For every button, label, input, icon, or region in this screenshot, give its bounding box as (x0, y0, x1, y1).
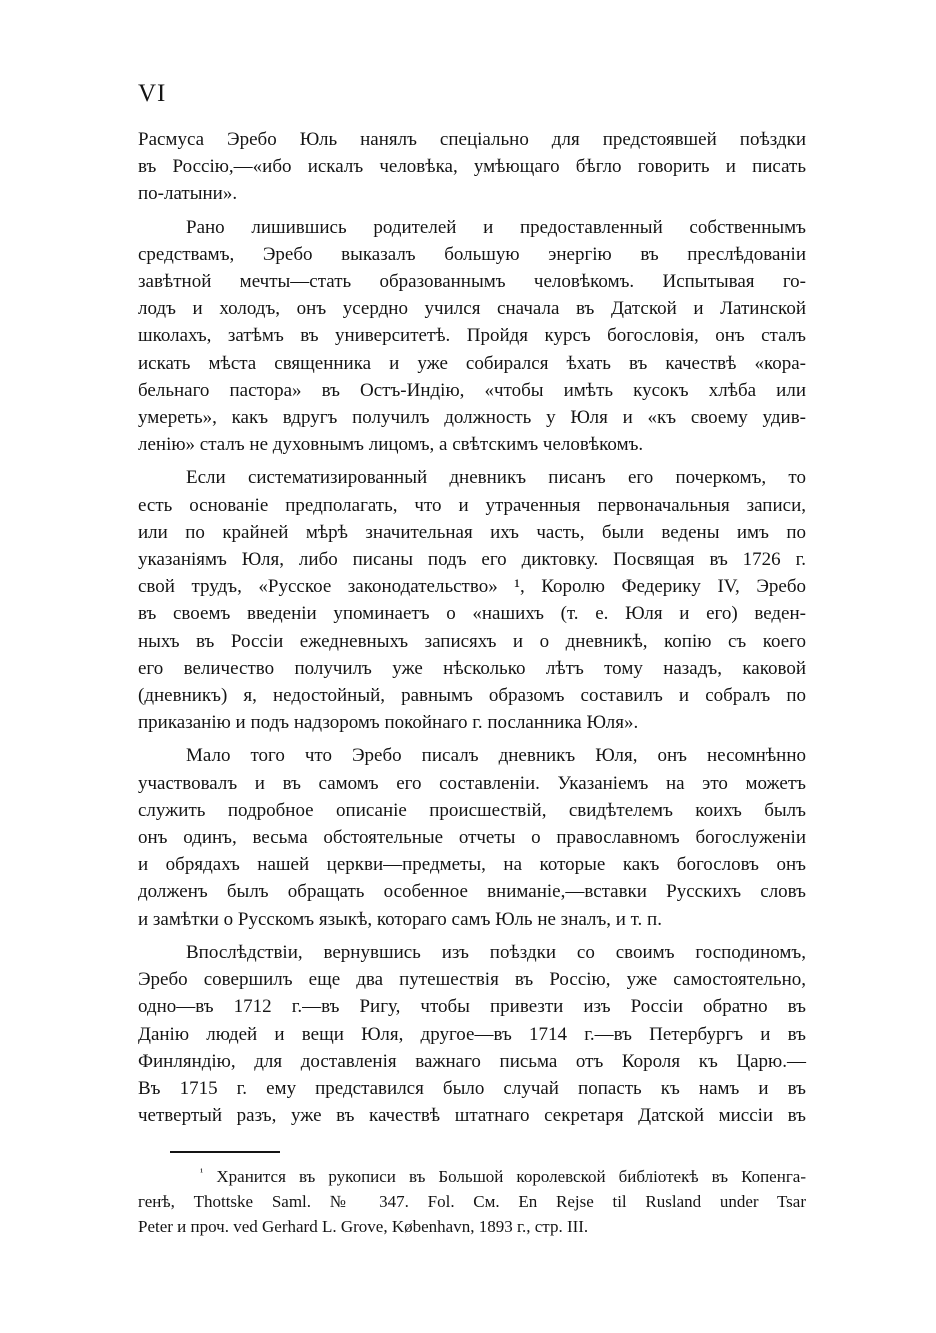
paragraph-5 (138, 939, 806, 1129)
text-line: Впослѣдствіи, вернувшись изъ поѣздки со своимъ господиномъ, (186, 941, 806, 963)
text-line: въ Россію,—«ибо искалъ человѣка, умѣющаго бѣгло говорить и писать (138, 156, 806, 178)
page-number: VI (138, 80, 167, 107)
text-line: Финляндію, для доставленія важнаго письма отъ Короля къ Царю.— (138, 1050, 806, 1072)
footnote (138, 1164, 806, 1239)
text-line: и замѣтки о Русскомъ языкѣ, котораго самъ Юль не зналъ, и т. п. (138, 908, 662, 930)
text-line: и обрядахъ нашей церкви—предметы, на которые какъ богословъ онъ (138, 854, 806, 876)
paragraph-3 (138, 464, 806, 736)
text-line: (дневникъ) я, недостойный, равнымъ образомъ составилъ и собралъ по (138, 685, 806, 707)
text-line: Если систематизированный дневникъ писанъ его почеркомъ, то (186, 467, 806, 489)
text-line: въ своемъ введеніи упоминаетъ о «нашихъ (т. е. Юля и его) веден- (138, 603, 806, 625)
footnote-line (138, 1164, 806, 1189)
text-line: Рано лишившись родителей и предоставленный собственнымъ (186, 216, 806, 238)
text-line: приказанію и подъ надзоромъ покойнаго г. посланника Юля». (138, 712, 639, 734)
footnote-line: генѣ, Thottske Saml. № 347. Fol. См. En Rejse til Rusland under Tsar (138, 1192, 806, 1211)
text-line: долженъ былъ обращать особенное вниманіе,—вставки Русскихъ словъ (138, 881, 806, 903)
text-line: Въ 1715 г. ему представился было случай попасть къ намъ и въ (138, 1077, 806, 1099)
text-line: Данію людей и вещи Юля, другое—въ 1714 г.—въ Петербургъ и въ (138, 1023, 806, 1045)
text-line: его величество получилъ уже нѣсколько лѣтъ тому назадъ, каковой (138, 657, 806, 679)
paragraph-4 (138, 742, 806, 932)
footnote-divider (170, 1151, 280, 1153)
paragraph-1 (138, 126, 806, 208)
text-line: указаніямъ Юля, либо писаны подъ его диктовку. Посвящая въ 1726 г. (138, 549, 806, 571)
text-line: четвертый разъ, уже въ качествѣ штатнаго секретаря Датской миссіи въ (138, 1105, 806, 1127)
text-line: онъ одинъ, весьма обстоятельные отчеты о православномъ богослуженіи (138, 827, 806, 849)
text-line: ныхъ въ Россіи ежедневныхъ записяхъ и о дневникѣ, копію съ коего (138, 630, 806, 652)
text-line: одно—въ 1712 г.—въ Ригу, чтобы привезти изъ Россіи обратно въ (138, 996, 806, 1018)
text-line: свой трудъ, «Русское законодательство» ¹, Королю Федерику IV, Эребо (138, 576, 806, 598)
text-line: служить подробное описаніе происшествій, свидѣтелемъ коихъ былъ (138, 799, 806, 821)
footnote-marker: ¹ (200, 1166, 204, 1179)
text-line: есть основаніе предполагать, что и утраченныя первоначальныя записи, (138, 494, 806, 516)
text-line: школахъ, затѣмъ въ университетѣ. Пройдя курсъ богословія, онъ сталъ (138, 325, 806, 347)
footnote-text: Хранится въ рукописи въ Большой королевской библіотекѣ въ Копенга- (216, 1167, 806, 1186)
text-line: бельнаго пастора» въ Остъ-Индію, «чтобы имѣть кусокъ хлѣба или (138, 379, 806, 401)
text-line: средствамъ, Эребо выказалъ большую энергію въ преслѣдованіи (138, 243, 806, 265)
text-line: Эребо совершилъ еще два путешествія въ Россію, уже самостоятельно, (138, 969, 806, 991)
paragraph-2 (138, 214, 806, 459)
text-line: по-латыни». (138, 183, 238, 205)
text-line: участвовалъ и въ самомъ его составленіи. Указаніемъ на это можетъ (138, 772, 806, 794)
body-text (138, 126, 806, 1129)
text-line: Мало того что Эребо писалъ дневникъ Юля, онъ несомнѣнно (186, 745, 806, 767)
text-line: или по крайней мѣрѣ значительная ихъ часть, были ведены имъ по (138, 521, 806, 543)
text-line: ленію» сталъ не духовнымъ лицомъ, а свѣтскимъ человѣкомъ. (138, 434, 644, 456)
text-line: умереть», какъ вдругъ получилъ должность у Юля и «къ своему удив- (138, 407, 806, 429)
text-line: лодъ и холодъ, онъ усердно учился сначала въ Датской и Латинской (138, 298, 806, 320)
footnote-line: Peter и проч. ved Gerhard L. Grove, København, 1893 г., стр. III. (138, 1217, 589, 1236)
text-line: Расмуса Эребо Юль нанялъ спеціально для предстоявшей поѣздки (138, 129, 806, 150)
text-line: завѣтной мечты—стать образованнымъ человѣкомъ. Испытывая го- (138, 271, 806, 293)
text-line: искать мѣста священника и уже собирался ѣхать въ качествѣ «кора- (138, 352, 806, 374)
